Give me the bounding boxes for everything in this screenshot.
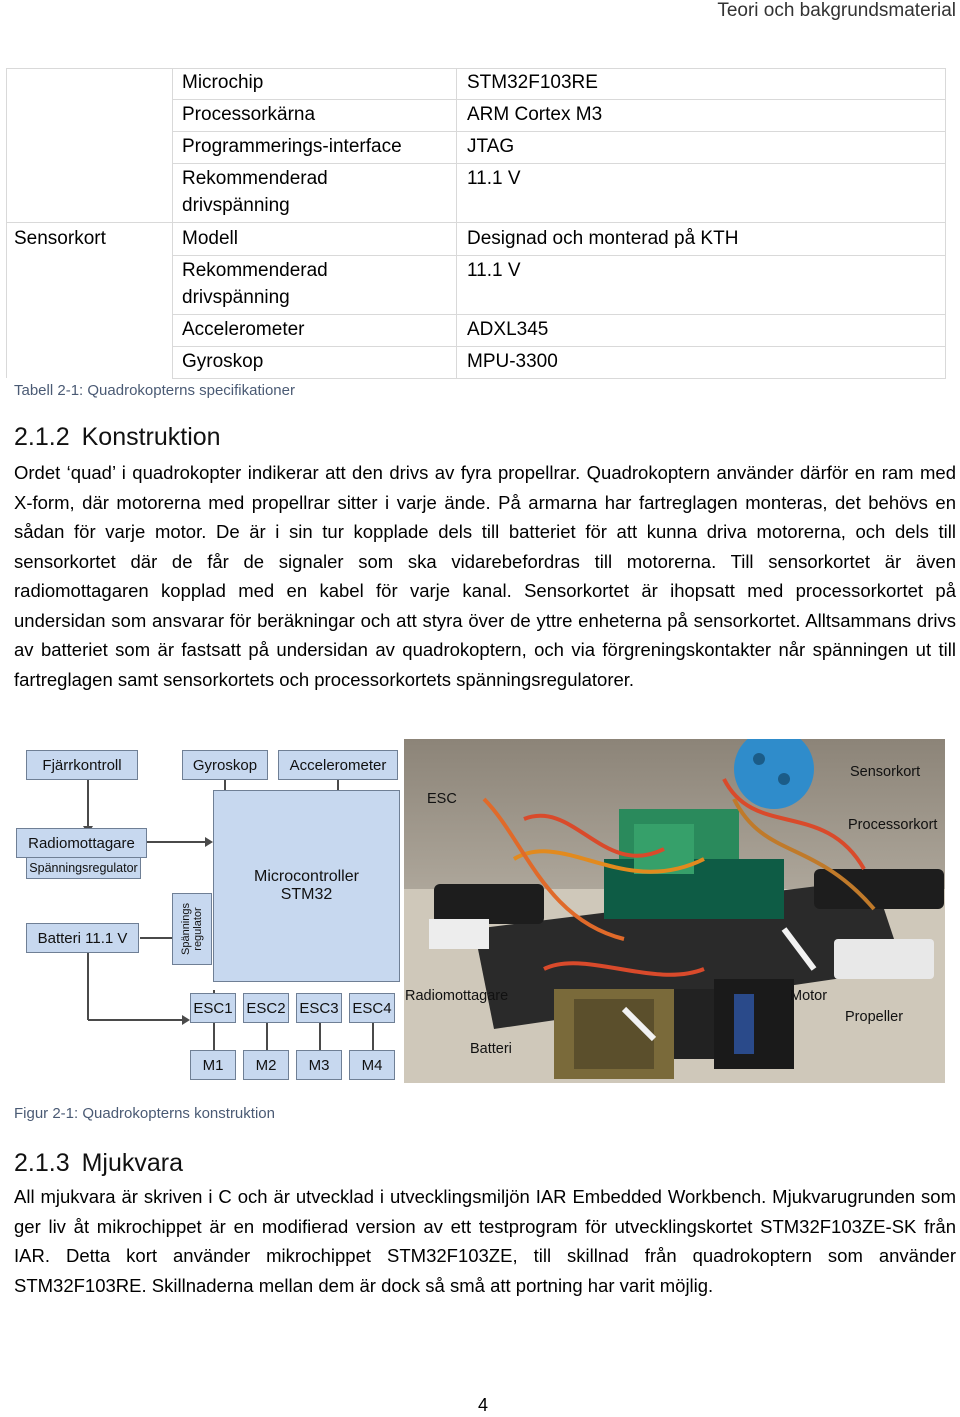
- diagram-box-motor: M4: [349, 1050, 395, 1080]
- diagram-box-motor: M2: [243, 1050, 289, 1080]
- diagram-box-fjarrkontroll: Fjärrkontroll: [26, 750, 138, 780]
- section-title: Konstruktion: [81, 423, 221, 451]
- diagram-box-motor: M1: [190, 1050, 236, 1080]
- photo-label-esc: ESC: [427, 791, 457, 807]
- microcontroller-label: Microcontroller: [254, 868, 359, 885]
- spec-property: Rekommenderad drivspänning: [182, 260, 328, 308]
- body-paragraph: All mjukvara är skriven i C och är utvecklad i utvecklingsmiljön IAR Embedded Workbench. Mjukvarugrunden som ger liv åt mikrochippet är en modifierad version av ett testprogram för utvecklingskortet STM32F103ZE-SK från IAR. Detta kort använder mikrochippet STM32F103ZE, till skillnad från quadrokoptern som använder STM32F103RE. Skillnaderna mellan dem är dock så små att portning har varit möjlig.: [14, 1186, 956, 1296]
- spec-property: Accelerometer: [182, 319, 305, 340]
- section-heading: [14, 423, 221, 452]
- diagram-box-esc: ESC4: [349, 993, 395, 1023]
- diagram-box-accelerometer: Accelerometer: [278, 750, 398, 780]
- spec-group: Sensorkort: [14, 228, 106, 249]
- diagram-box-batteri: Batteri 11.1 V: [26, 923, 139, 953]
- diagram-box-esc: ESC2: [243, 993, 289, 1023]
- spec-value: STM32F103RE: [467, 72, 598, 93]
- page-number: 4: [478, 1395, 489, 1415]
- vertical-regulator-line2: regulator: [192, 907, 204, 951]
- spec-value: MPU-3300: [467, 351, 558, 372]
- diagram-box-spanningsregulator: Spänningsregulator: [26, 857, 141, 879]
- figure-caption: Figur 2-1: Quadrokopterns konstruktion: [14, 1105, 275, 1122]
- diagram-box-gyroskop: Gyroskop: [182, 750, 268, 780]
- photo-label-processorkort: Processorkort: [848, 817, 938, 833]
- section-heading: [14, 1149, 183, 1178]
- diagram-box-microcontroller: [213, 790, 400, 982]
- section-number: 2.1.2: [14, 423, 70, 451]
- diagram-box-motor: M3: [296, 1050, 342, 1080]
- spec-property: Modell: [182, 228, 238, 249]
- spec-value: ADXL345: [467, 319, 549, 340]
- photo-label-propeller: Propeller: [845, 1009, 904, 1025]
- section-title: Mjukvara: [81, 1149, 184, 1177]
- vertical-regulator-line1: Spännings: [180, 903, 192, 955]
- spec-property: Microchip: [182, 72, 264, 93]
- running-header: Teori och bakgrundsmaterial: [717, 0, 956, 21]
- spec-value: JTAG: [467, 136, 515, 157]
- section-number: 2.1.3: [14, 1149, 70, 1177]
- spec-property: Gyroskop: [182, 351, 264, 372]
- diagram-box-esc: ESC1: [190, 993, 236, 1023]
- quadcopter-photo: [404, 739, 945, 1083]
- photo-label-sensorkort: Sensorkort: [850, 764, 921, 780]
- spec-value: Designad och monterad på KTH: [467, 228, 739, 249]
- spec-property: Programmerings-interface: [182, 136, 402, 157]
- spec-property: Processorkärna: [182, 104, 316, 125]
- spec-property: Rekommenderad drivspänning: [182, 168, 328, 216]
- photo-label-radiomottagare: Radiomottagare: [405, 988, 509, 1004]
- spec-value: ARM Cortex M3: [467, 104, 603, 125]
- table-caption: Tabell 2-1: Quadrokopterns specifikationer: [14, 382, 295, 399]
- diagram-box-esc: ESC3: [296, 993, 342, 1023]
- microcontroller-model: STM32: [280, 886, 333, 903]
- diagram-box-radiomottagare: Radiomottagare: [16, 828, 147, 858]
- photo-label-motor: Motor: [790, 988, 828, 1004]
- body-paragraph: Ordet ‘quad’ i quadrokopter indikerar att den drivs av fyra propellrar. Quadrokoptern använder därför en ram med X-form, där motorerna med propellrar sitter i varje ände. På armarna har fartreglagen monteras, det behövs en sådan för varje motor. De är i sin tur kopplade dels till batteriet för att kunna driva motorerna, och dels till sensorkortet där de får de signaler som ska vidarebefordras till motorerna. Till sensorkortet är även radiomottagaren kopplad med en kabel för varje kanal. Sensorkortet är ihopsatt med processorkortet på undersidan som ansvarar för beräkningar och att styra över de yttre enheterna på sensorkortet. Alltsammans drivs av batteriet som är fastsatt på undersidan av quadrokoptern, och via förgreningskontakter når spänningen ut till fartreglagen samt sensorkortets och processorkortets spänningsregulatorer.: [14, 462, 956, 690]
- spec-table: [6, 68, 946, 380]
- spec-value: 11.1 V: [467, 260, 521, 281]
- photo-label-batteri: Batteri: [470, 1041, 512, 1057]
- spec-value: 11.1 V: [467, 168, 521, 189]
- diagram-box-vertical-regulator: [172, 893, 212, 965]
